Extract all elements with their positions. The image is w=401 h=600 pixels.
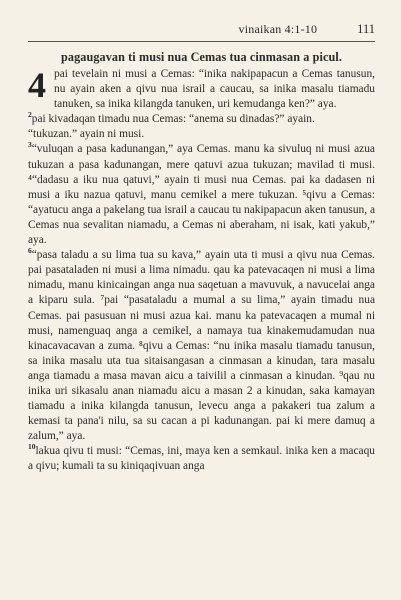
header-rule	[28, 41, 375, 42]
chapter-reference: vinaikan 4:1-10	[238, 22, 318, 36]
page-number: 111	[357, 22, 375, 36]
section-heading: pagaugavan ti musi nua Cemas tua cinmasan a picul.	[61, 50, 342, 64]
paragraph-4	[28, 142, 375, 248]
scripture-body	[28, 67, 375, 475]
verse-number: 3	[28, 140, 32, 150]
paragraph-text: “tukuzan.” ayain ni musi.	[28, 128, 145, 141]
paragraph-5	[28, 248, 375, 444]
paragraph-3	[28, 127, 375, 142]
verse-number: 6	[28, 246, 32, 256]
chapter-number: 4	[28, 67, 46, 105]
verse-number: 10	[28, 442, 36, 452]
paragraph-text: lakua qivu ti musi: “Cemas, ini, maya ken a semkaul. inika ken a macaqu a qivu; kumali ta su kiniqaqivuan anga	[28, 445, 375, 473]
paragraph-1	[28, 67, 375, 112]
paragraph-text: pai kivadaqan timadu nua Cemas: “anema su dinadas?” ayain.	[31, 113, 315, 126]
paragraph-text: pai tevelain ni musi a Cemas: “inika nakipapacun a Cemas tanusun, nu ayain aken a qivu nua israil a caucau, sa inika masalu tiamadu tanuken, sa inika kilangda tanuken, uri kemudanga ken?” aya.	[54, 68, 375, 111]
paragraph-text: “pasa taladu a su lima tua su kava,” ayain uta ti musi a qivu nua Cemas. pai pasataladen ni musi a lima nimadu. qau ka patevacaqen ni musi a lima nimadu, manu kinicaingan anga nua saqetuan a mavuvuk, a navucelai anga a kiparu sula. ⁷pai “pasataladu a mumal a su lima,” ayain timadu nua Cemas. pai pasusuan ni musi azua kai. manu ka patevacaqen a mumal ni musi, namenguaq anga a cemikel, a namaya tua kinakemudamudan nua kinacavacavan a zuma. ⁸qivu a Cemas: “nu inika masalu tiamadu tanusun, sa inika masalu uta tua sitaisangasan a cinmasan a kinudan, tara masalu anga tiamadu a masa mavan aicu a taivilil a cinmasan a kinudan. ⁹qau nu inika uri sikasalu anan niamadu aicu a masan 2 a kinudan, saka kamayan tiamadu a inika kilangda tanusun, levecu anga a pakakeri tua zalum a kemasi ta pana'i nilu, sa su cacan a pi kadunangan. pai ki mere damuq a zalum,” aya.	[28, 249, 375, 443]
paragraph-2	[28, 112, 375, 127]
verse-number: 2	[28, 110, 32, 120]
running-header	[28, 22, 375, 37]
paragraph-text: “vuluqan a pasa kadunangan,” aya Cemas. manu ka sivuluq ni musi azua tukuzan a pasa kadunangan, mere qatuvi azua tukuzan; mavilad ti musi. ⁴“dadasu a iku nua qatuvi,” ayain ti musi nua Cemas. pai ka dadasen ni musi a iku nazua qatuvi, manu cemikel a mere tukuzan. ⁵qivu a Cemas: “ayatucu anga a pakelang tua israil a caucau tu nakipapacun aken tanusun, a Cemas nua sevalitan niamadu, a Cemas ni aberaham, ni isak, kati yakub,” aya.	[28, 143, 375, 247]
paragraph-6	[28, 444, 375, 474]
